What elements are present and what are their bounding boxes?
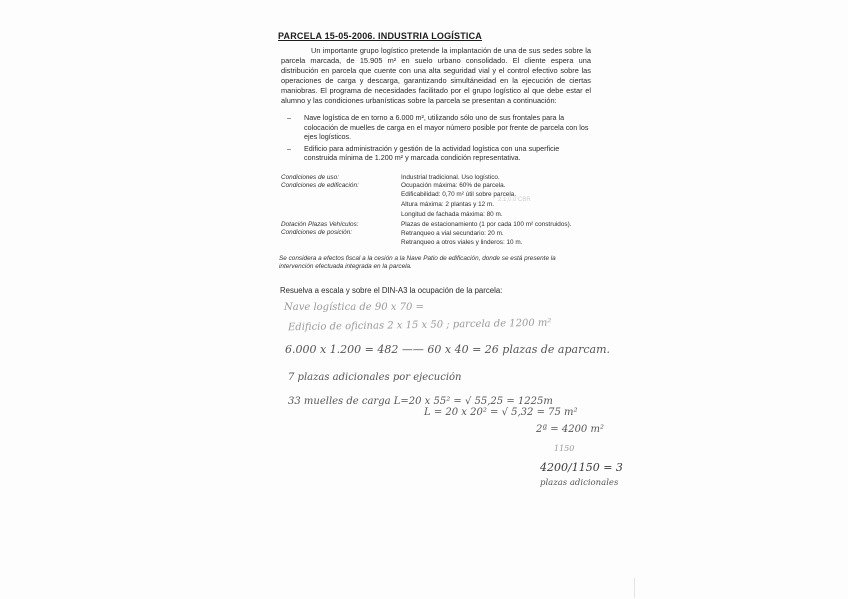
condition-value: Edificabilidad: 0,70 m² útil sobre parcela. [401,191,517,198]
condition-value: Retranqueo a otros viales y linderos: 10 m. [401,239,523,246]
condition-value: Plazas de estacionamiento (1 por cada 100 m² construidos). [401,221,572,228]
handwritten-line: 7 plazas adicionales por ejecución [288,372,462,383]
requirements-list [284,113,590,165]
scan-edge-mark [634,578,635,598]
condition-value: Industrial tradicional. Uso logístico. [401,174,500,181]
handwritten-line: 2ª = 4200 m² [536,424,604,435]
bullet-icon: – [287,113,291,122]
condition-label-building: Condiciones de edificación: [281,182,359,189]
handwritten-line: plazas adicionales [540,478,619,488]
condition-value: Altura máxima: 2 plantas y 12 m. [401,201,495,208]
condition-label-use: Condiciones de uso: [281,174,339,181]
document-title: PARCELA 15-05-2006. INDUSTRIA LOGÍSTICA [278,31,483,41]
handwritten-line: 33 muelles de carga L=20 x 55² = √ 55,25 = 1225m [288,396,553,407]
note-text: Se considera a efectos fiscal a la cesión a la Nave Patio de edificación, donde se está presente la intervención efectuada integrada en la parcela. [279,255,556,271]
condition-label-parking: Dotación Plazas Vehículos: [281,221,359,228]
intro-paragraph [281,46,591,106]
handwritten-line: 6.000 x 1.200 = 482 —— 60 x 40 = 26 plazas de aparcam. [285,343,610,356]
handwritten-line: 1150 [554,444,575,453]
requirement-item: – Nave logística de en torno a 6.000 m², utilizando sólo uno de sus frontales para la colocación de muelles de carga en el mayor número posible por frente de parcela con los ejes logísticos. [287,113,589,141]
requirement-item: – Edificio para administración y gestión de la actividad logística con una superficie construida mínima de 1.200 m² y marcada condición representativa. [287,143,560,162]
handwritten-line: Nave logística de 90 x 70 = [284,302,424,313]
handwritten-line: 4200/1150 = 3 [540,461,623,474]
handwritten-line: L = 20 x 20² = √ 5,32 = 75 m² [424,407,578,418]
condition-label-position: Condiciones de posición: [281,229,353,236]
condition-value: Retranqueo a vial secundario: 20 m. [401,230,504,237]
faint-stamp-text: 2.1,0.0 CBR [498,197,531,203]
exercise-prompt: Resuelva a escala y sobre el DIN-A3 la ocupación de la parcela: [280,286,503,295]
intro-text: Un importante grupo logístico pretende la implantación de una de sus sedes sobre la parcela marcada, de 15.905 m² en suelo urbano consolidado. El cliente espera una distribución en parcela que cuente con una alta seguridad vial y el control efectivo sobre las operaciones de carga y descarga, garantizando simultáneidad en la ejecución de ciertas maniobras. El programa de necesidades facilitado por el grupo logístico al que debe estar el alumno y las condiciones urbanísticas sobre la parcela se presentan a continuación: [281,46,591,105]
condition-value: Longitud de fachada máxima: 80 m. [401,211,503,218]
condition-value: Ocupación máxima: 60% de parcela. [401,182,506,189]
bullet-icon: – [287,143,291,153]
handwritten-line: Edificio de oficinas 2 x 15 x 50 ; parcela de 1200 m² [287,317,552,334]
